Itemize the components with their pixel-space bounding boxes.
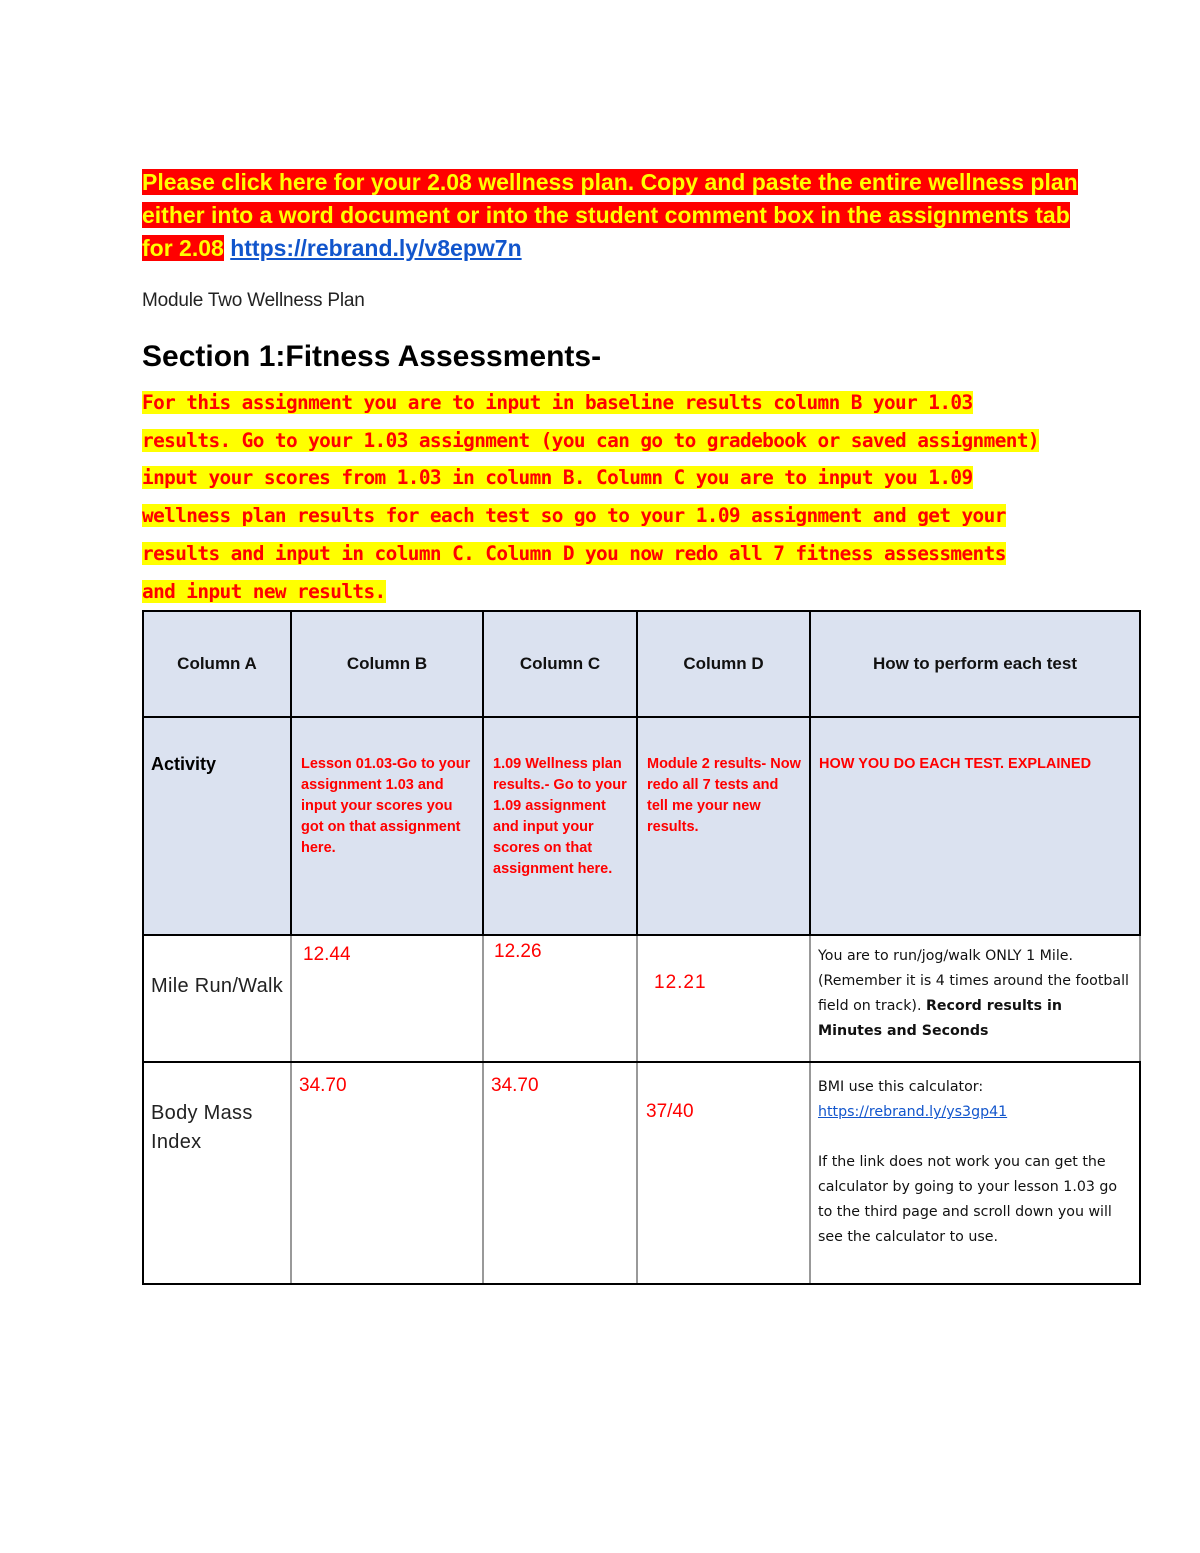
bmi-col-b: 34.70: [299, 1075, 347, 1096]
mile-col-b-cell[interactable]: [291, 935, 483, 1062]
header-column-d: Column D: [637, 611, 810, 717]
bmi-col-d: 37/40: [646, 1101, 694, 1122]
activity-col-b: Lesson 01.03-Go to your assignment 1.03 and input your scores you got on that assignment here.: [301, 756, 471, 856]
instructions: [142, 384, 1042, 610]
fitness-table: [142, 610, 1141, 1285]
mile-label: Mile Run/Walk: [151, 975, 284, 997]
bmi-label-cell: [143, 1062, 291, 1284]
mile-howto: [811, 936, 1139, 1044]
table-row-bmi: [143, 1062, 1140, 1284]
bmi-howto-cell: [810, 1062, 1140, 1284]
bmi-howto-note: If the link does not work you can get the calculator by going to your lesson 1.03 go to the third page and scroll down you will see the calculator to use.: [818, 1154, 1118, 1245]
activity-col-d-cell[interactable]: [637, 717, 810, 935]
table-header-row: [143, 611, 1140, 717]
bmi-col-b-cell[interactable]: [291, 1062, 483, 1284]
header-column-a: Column A: [143, 611, 291, 717]
table-row-mile: [143, 935, 1140, 1062]
bmi-howto-text: BMI use this calculator:: [818, 1079, 984, 1095]
mile-col-b: 12.44: [303, 944, 351, 965]
header-column-b: Column B: [291, 611, 483, 717]
bmi-col-c: 34.70: [491, 1075, 539, 1096]
banner: [142, 166, 1102, 265]
mile-col-d: 12.21: [654, 972, 707, 993]
activity-col-c-cell[interactable]: [483, 717, 637, 935]
mile-howto-cell: [810, 935, 1140, 1062]
activity-col-b-cell[interactable]: [291, 717, 483, 935]
bmi-col-d-cell[interactable]: [637, 1062, 810, 1284]
mile-col-c-cell[interactable]: [483, 935, 637, 1062]
bmi-col-c-cell[interactable]: [483, 1062, 637, 1284]
activity-label: Activity: [151, 754, 217, 774]
bmi-howto: [811, 1063, 1139, 1250]
activity-col-c: 1.09 Wellness plan results.- Go to your 1.09 assignment and input your scores on that assignment here.: [493, 756, 627, 877]
banner-link[interactable]: https://rebrand.ly/v8epw7n: [230, 235, 522, 261]
activity-cell: [143, 717, 291, 935]
section-title: Section 1:Fitness Assessments-: [142, 340, 602, 373]
activity-howto: HOW YOU DO EACH TEST. EXPLAINED: [819, 756, 1092, 772]
mile-col-d-cell[interactable]: [637, 935, 810, 1062]
table-row-activity: [143, 717, 1140, 935]
mile-howto-text: You are to run/jog/walk ONLY 1 Mile. (Remember it is 4 times around the football field on track).: [818, 948, 1129, 1014]
instructions-text: For this assignment you are to input in baseline results column B your 1.03 results. Go to your 1.03 assignment (you can go to gradebook or saved assignment) input your scores from 1.03 in column B. Column C you are to input you 1.09 wellness plan results for each test so go to your 1.09 assignment and get your results and input in column C. Column D you now redo all 7 fitness assessments and input new results.: [142, 391, 1040, 603]
mile-label-cell: [143, 935, 291, 1062]
mile-col-c: 12.26: [494, 941, 542, 962]
activity-col-d: Module 2 results- Now redo all 7 tests and tell me your new results.: [647, 756, 801, 835]
bmi-label: Body Mass Index: [151, 1102, 253, 1153]
header-how-to: How to perform each test: [810, 611, 1140, 717]
mile-howto-bold: Record results in Minutes and Seconds: [818, 998, 1062, 1039]
banner-text[interactable]: Please click here for your 2.08 wellness plan. Copy and paste the entire wellness plan either into a word document or into the student comment box in the assignments tab for 2.08: [142, 169, 1078, 261]
header-column-c: Column C: [483, 611, 637, 717]
bmi-calculator-link[interactable]: https://rebrand.ly/ys3gp41: [818, 1104, 1008, 1120]
document-subtitle: Module Two Wellness Plan: [142, 290, 365, 311]
activity-howto-cell: [810, 717, 1140, 935]
